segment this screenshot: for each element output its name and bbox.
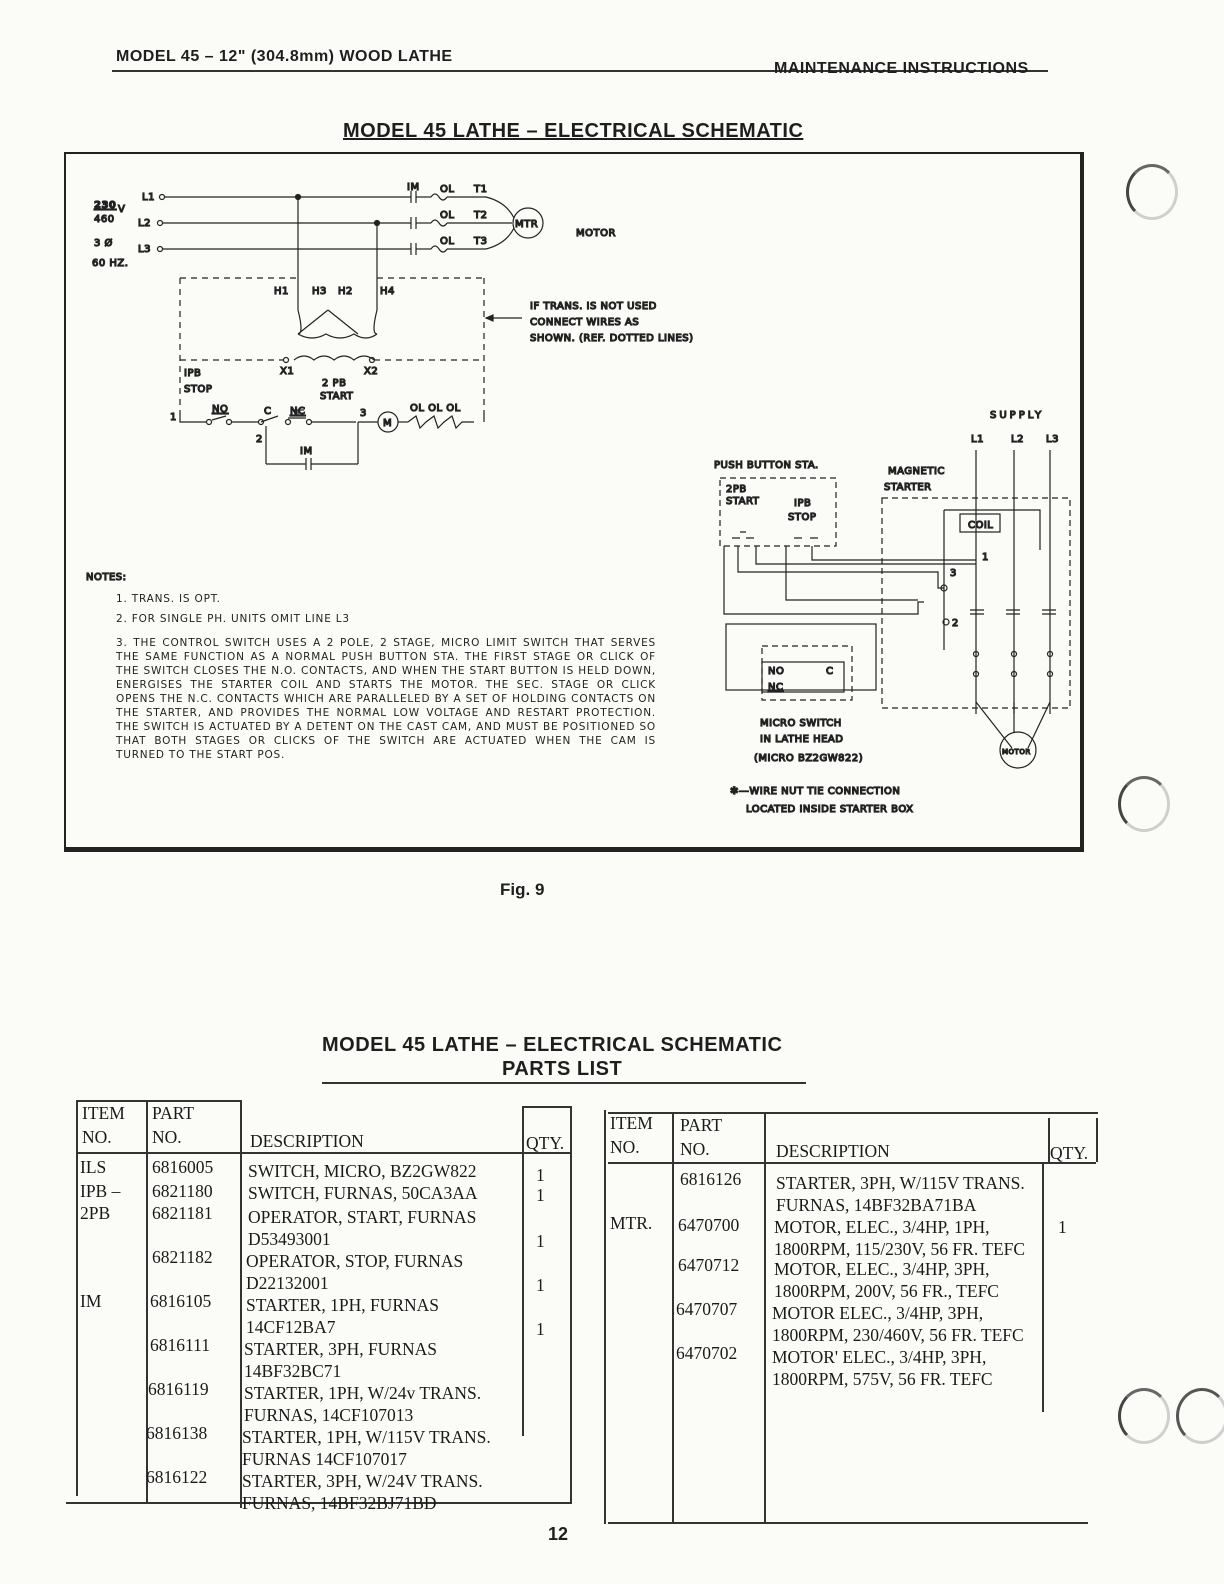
nc-label: NC <box>290 406 306 417</box>
left-row-4-desc-2: D22132001 <box>246 1273 329 1293</box>
right-desc-header: DESCRIPTION <box>776 1141 890 1161</box>
wire-nut-note-1: ✱—WIRE NUT TIE CONNECTION <box>730 786 901 797</box>
im-contact-label: IM <box>407 182 420 193</box>
x1-label: X1 <box>280 366 295 377</box>
right-item-header-2: NO. <box>610 1137 640 1157</box>
micro-nc-label: NC <box>768 682 784 693</box>
left-row-3-qty: 1 <box>536 1231 545 1251</box>
voltage-unit: V <box>118 204 126 215</box>
t1-label: T1 <box>474 184 488 195</box>
left-qty-header: QTY. <box>526 1133 565 1153</box>
parts-list-subtitle: PARTS LIST <box>502 1058 623 1080</box>
t3-label: T3 <box>474 236 488 247</box>
left-row-2-part: 6821180 <box>152 1181 213 1201</box>
left-row-6-desc-1: STARTER, 3PH, FURNAS <box>244 1339 438 1359</box>
left-row-5-desc-1: STARTER, 1PH, FURNAS <box>246 1295 440 1315</box>
left-row-6-desc-2: 14BF32BC71 <box>244 1361 342 1381</box>
left-row-1-desc: SWITCH, MICRO, BZ2GW822 <box>248 1161 477 1181</box>
right-row-2-desc-1: MOTOR, ELEC., 3/4HP, 1PH, <box>774 1217 990 1237</box>
micro-switch-label-1: MICRO SWITCH <box>760 718 842 729</box>
micro-switch-label-3: (MICRO BZ2GW822) <box>754 753 864 764</box>
h1-label: H1 <box>274 286 289 297</box>
parts-list-title: MODEL 45 LATHE – ELECTRICAL SCHEMATIC <box>322 1034 783 1056</box>
ol-chain-label: OL OL OL <box>410 403 461 414</box>
micro-switch-label-2: IN LATHE HEAD <box>760 734 844 745</box>
right-row-4-desc-2: 1800RPM, 230/460V, 56 FR. TEFC <box>772 1325 1024 1345</box>
motor-symbol-label: MTR <box>515 219 539 230</box>
left-row-5-item: IM <box>80 1291 102 1311</box>
left-row-8-desc-1: STARTER, 1PH, W/115V TRANS. <box>242 1427 491 1447</box>
stop-label: STOP <box>184 384 213 395</box>
left-part-header-1: PART <box>152 1103 195 1123</box>
term-3-label: 3 <box>950 568 957 579</box>
left-row-3-desc-2: D53493001 <box>248 1229 331 1249</box>
note-2: 2. FOR SINGLE PH. UNITS OMIT LINE L3 <box>116 613 350 625</box>
c-label: C <box>264 406 272 417</box>
right-row-1-desc-2: FURNAS, 14BF32BA71BA <box>776 1195 977 1215</box>
left-row-4-desc-1: OPERATOR, STOP, FURNAS <box>246 1251 464 1271</box>
left-row-9-part: 6816122 <box>146 1467 208 1487</box>
left-row-3-part: 6821181 <box>152 1203 213 1223</box>
left-desc-header: DESCRIPTION <box>250 1131 364 1151</box>
ipb-label: IPB <box>184 368 202 379</box>
motor-label: MOTOR <box>576 228 616 239</box>
magnetic-label: MAGNETIC <box>888 466 945 477</box>
voltage-460: 460 <box>94 214 115 225</box>
left-item-header-2: NO. <box>82 1127 112 1147</box>
wire-nut-note-2: LOCATED INSIDE STARTER BOX <box>746 804 914 815</box>
left-row-4-qty: 1 <box>536 1275 545 1295</box>
micro-no-label: NO <box>768 666 785 677</box>
right-row-5-desc-1: MOTOR' ELEC., 3/4HP, 3PH, <box>772 1347 987 1367</box>
ol-label-3: OL <box>440 236 455 247</box>
1pb-wiring-label: IPB <box>794 498 812 509</box>
left-row-2-item: IPB – <box>80 1181 121 1201</box>
right-row-3-part: 6470712 <box>678 1255 740 1275</box>
h4-label: H4 <box>380 286 395 297</box>
right-row-2-part: 6470700 <box>678 1215 740 1235</box>
note-1: 1. TRANS. IS OPT. <box>116 593 221 605</box>
push-button-sta-label: PUSH BUTTON STA. <box>714 460 819 471</box>
starter-label: STARTER <box>884 482 932 493</box>
left-row-9-desc-1: STARTER, 3PH, W/24V TRANS. <box>242 1471 483 1491</box>
start-label: START <box>320 391 354 402</box>
node-1-label: 1 <box>170 412 177 423</box>
transformer-note-1: IF TRANS. IS NOT USED <box>530 301 657 312</box>
header-section: MAINTENANCE INSTRUCTIONS <box>774 60 1029 77</box>
right-row-3-desc-1: MOTOR, ELEC., 3/4HP, 3PH, <box>774 1259 990 1279</box>
term-1-label: 1 <box>982 552 989 563</box>
line-l3-label: L3 <box>138 244 151 255</box>
right-row-2-qty: 1 <box>1058 1217 1067 1237</box>
right-row-1-desc-1: STARTER, 3PH, W/115V TRANS. <box>776 1173 1025 1193</box>
node-3-label: 3 <box>360 408 367 419</box>
left-part-header-2: NO. <box>152 1127 182 1147</box>
term-2-label: 2 <box>952 618 959 629</box>
left-row-3-item: 2PB <box>80 1203 111 1223</box>
figure-caption: Fig. 9 <box>500 880 545 899</box>
left-row-5-part: 6816105 <box>150 1291 212 1311</box>
right-row-4-desc-1: MOTOR ELEC., 3/4HP, 3PH, <box>772 1303 984 1323</box>
stop-wiring-label: STOP <box>788 512 817 523</box>
left-row-2-desc: SWITCH, FURNAS, 50CA3AA <box>248 1183 478 1203</box>
left-row-8-part: 6816138 <box>146 1423 208 1443</box>
right-row-5-desc-2: 1800RPM, 575V, 56 FR. TEFC <box>772 1369 993 1389</box>
ol-label-1: OL <box>440 184 455 195</box>
x2-label: X2 <box>364 366 379 377</box>
supply-l1: L1 <box>971 434 984 445</box>
2pb-label: 2 PB <box>322 378 347 389</box>
right-part-header-2: NO. <box>680 1139 710 1159</box>
t2-label: T2 <box>474 210 488 221</box>
phase-label: 3 Ø <box>94 238 113 249</box>
supply-l2: L2 <box>1011 434 1024 445</box>
binder-ring-4 <box>1176 1388 1224 1444</box>
h3-label: H3 <box>312 286 327 297</box>
left-row-9-desc-2: FURNAS, 14BF32BJ71BD <box>242 1493 437 1513</box>
right-row-1-part: 6816126 <box>680 1169 742 1189</box>
right-row-4-part: 6470707 <box>676 1299 738 1319</box>
supply-label: SUPPLY <box>990 410 1045 421</box>
left-row-1-qty: 1 <box>536 1165 545 1185</box>
left-row-7-part: 6816119 <box>148 1379 209 1399</box>
micro-c-label: C <box>826 666 834 677</box>
left-row-6-part: 6816111 <box>150 1335 210 1355</box>
line-l2-label: L2 <box>138 218 151 229</box>
left-row-8-desc-2: FURNAS 14CF107017 <box>242 1449 407 1469</box>
h2-label: H2 <box>338 286 353 297</box>
page-number: 12 <box>548 1524 569 1544</box>
left-row-5-qty: 1 <box>536 1319 545 1339</box>
note-3: 3. THE CONTROL SWITCH USES A 2 POLE, 2 STAGE, MICRO LIMIT SWITCH THAT SERVES THE SAME FUNCTION AS A NORMAL PUSH BUTTON STA. THE FIRST STAGE OR CLICK OF THE SWITCH CLOSES THE N.O. CONTACTS, AND WHEN THE START BUTTON IS HELD DOWN, ENERGISES THE STARTER COIL AND STARTS THE MOTOR. THE SEC. STAGE OR CLICK OPENS THE N.C. CONTACTS WHICH ARE PARALLELED BY A SET OF HOLDING CONTACTS ON THE STARTER, AND PROVIDES THE NORMAL LOW VOLTAGE AND RESTART PROTECTION. THE SWITCH IS ACTUATED BY A DETENT ON THE CAST CAM, AND MUST BE POSITIONED SO THAT BOTH STAGES OR CLICKS OF THE SWITCH ARE ACTUATED WHEN THE CAM IS TURNED TO THE START POS. <box>116 637 656 761</box>
left-row-2-qty: 1 <box>536 1185 545 1205</box>
schematic-title: MODEL 45 LATHE – ELECTRICAL SCHEMATIC <box>343 120 804 142</box>
left-row-7-desc-1: STARTER, 1PH, W/24v TRANS. <box>244 1383 482 1403</box>
right-part-header-1: PART <box>680 1115 723 1135</box>
transformer-note-3: SHOWN. (REF. DOTTED LINES) <box>530 333 694 344</box>
node-2-label: 2 <box>256 434 263 445</box>
binder-ring-3 <box>1118 1388 1170 1444</box>
left-row-1-part: 6816005 <box>152 1157 214 1177</box>
transformer-note-2: CONNECT WIRES AS <box>530 317 640 328</box>
coil-label: COIL <box>968 520 994 531</box>
right-row-2-item: MTR. <box>610 1213 653 1233</box>
start-wiring-label: START <box>726 496 760 507</box>
wiring-motor-label: MOTOR <box>1002 748 1031 756</box>
right-row-5-part: 6470702 <box>676 1343 738 1363</box>
supply-l3: L3 <box>1046 434 1059 445</box>
left-row-5-desc-2: 14CF12BA7 <box>246 1317 336 1337</box>
header-model: MODEL 45 – 12" (304.8mm) WOOD LATHE <box>116 48 453 65</box>
left-row-3-desc-1: OPERATOR, START, FURNAS <box>248 1207 477 1227</box>
right-row-3-desc-2: 1800RPM, 200V, 56 FR., TEFC <box>774 1281 999 1301</box>
binder-ring-1 <box>1126 164 1178 220</box>
2pb-wiring-label: 2PB <box>726 484 747 495</box>
coil-m-label: M <box>383 418 393 429</box>
voltage-230: 230 <box>94 200 117 211</box>
left-item-header-1: ITEM <box>82 1103 125 1123</box>
left-row-7-desc-2: FURNAS, 14CF107013 <box>244 1405 414 1425</box>
left-row-1-item: ILS <box>80 1157 107 1177</box>
im-hold-label: IM <box>300 446 313 457</box>
right-qty-header: QTY. <box>1050 1143 1089 1163</box>
notes-heading: NOTES: <box>86 572 127 583</box>
right-row-2-desc-2: 1800RPM, 115/230V, 56 FR. TEFC <box>774 1239 1026 1259</box>
binder-ring-2 <box>1118 776 1170 832</box>
ol-label-2: OL <box>440 210 455 221</box>
left-row-4-part: 6821182 <box>152 1247 213 1267</box>
line-l1-label: L1 <box>142 192 155 203</box>
frequency-label: 60 HZ. <box>92 258 129 269</box>
right-item-header-1: ITEM <box>610 1113 653 1133</box>
no-label: NO <box>212 404 229 415</box>
